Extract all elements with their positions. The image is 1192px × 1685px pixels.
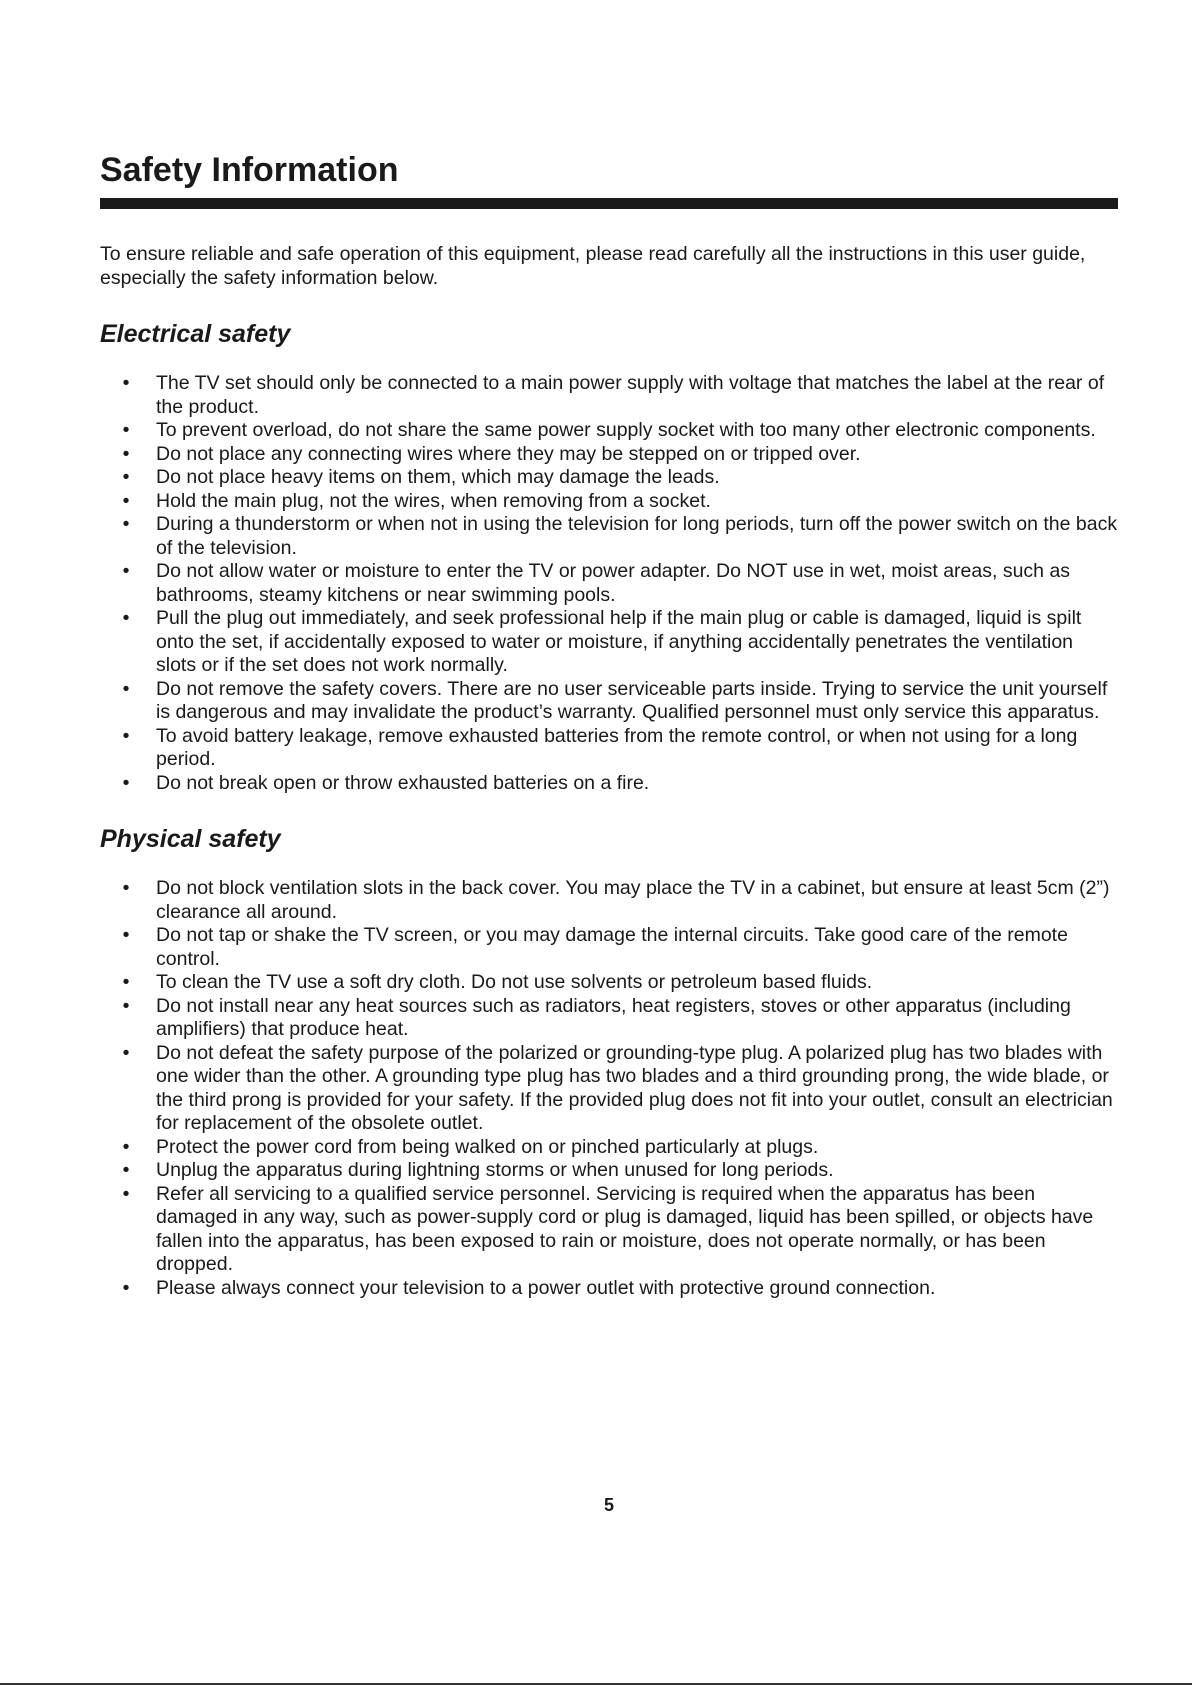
bullet-icon: • [122,442,130,465]
list-item [100,513,1118,560]
list-item-text: Do not place any connecting wires where they may be stepped on or tripped over. [156,442,861,465]
list-item [100,1136,1118,1160]
list-item-text: To clean the TV use a soft dry cloth. Do not use solvents or petroleum based fluids. [156,971,873,993]
bullet-icon: • [122,1182,130,1205]
bullet-icon: • [122,771,130,794]
electrical-safety-list [100,372,1118,795]
list-item [100,607,1118,678]
list-item [100,560,1118,607]
list-item [100,725,1118,772]
bullet-icon: • [122,971,130,993]
electrical-safety-heading: Electrical safety [100,320,291,348]
bullet-icon: • [122,372,130,394]
list-item-text: Do not tap or shake the TV screen, or you may damage the internal circuits. Take good care of the remote control. [156,924,1068,970]
list-item-text: Do not allow water or moisture to enter the TV or power adapter. Do NOT use in wet, moist areas, such as bathrooms, steamy kitchens or near swimming pools. [156,560,1071,606]
list-item [100,995,1118,1042]
list-item [100,372,1118,419]
list-item-text: To prevent overload, do not share the same power supply socket with too many other electronic components. [156,419,1096,441]
list-item-text: Do not install near any heat sources such as radiators, heat registers, stoves or other apparatus (including amplifiers) that produce heat. [156,994,1071,1040]
list-item-text: Protect the power cord from being walked on or pinched particularly at plugs. [156,1135,819,1158]
bullet-icon: • [122,560,130,582]
list-item-text: The TV set should only be connected to a main power supply with voltage that matches the label at the rear of the product. [156,372,1105,418]
list-item [100,466,1118,490]
list-item-text: Do not block ventilation slots in the back cover. You may place the TV in a cabinet, but ensure at least 5cm (2”) clearance all around. [156,877,1110,923]
bullet-icon: • [122,466,130,488]
list-item-text: Do not remove the safety covers. There are no user serviceable parts inside. Trying to service the unit yourself is dangerous and may invalidate the product’s warranty. Qualified personnel must only service this apparatus. [156,677,1108,723]
bullet-icon: • [122,1159,130,1181]
list-item-text: To avoid battery leakage, remove exhausted batteries from the remote control, or when not using for a long period. [156,724,1078,770]
list-item-text: Pull the plug out immediately, and seek professional help if the main plug or cable is damaged, liquid is spilt onto the set, if accidentally exposed to water or moisture, if anything accidentally penetrates the ventilation slots or if the set does not work normally. [156,607,1082,676]
list-item [100,924,1118,971]
list-item [100,1183,1118,1277]
list-item-text: Do not defeat the safety purpose of the polarized or grounding-type plug. A polarized plug has two blades with one wider than the other. A grounding type plug has two blades and a third grounding prong, the wide blade, or the third prong is provided for your safety. If the provided plug does not fit into your outlet, consult an electrician for replacement of the obsolete outlet. [156,1041,1113,1134]
bullet-icon: • [122,489,130,512]
bullet-icon: • [122,419,130,441]
list-item [100,877,1118,924]
list-item-text: Please always connect your television to a power outlet with protective ground connection. [156,1276,936,1299]
bullet-icon: • [122,1135,130,1158]
document-page [100,148,1118,1300]
list-item [100,1159,1118,1183]
physical-safety-list [100,877,1118,1300]
bullet-icon: • [122,677,130,700]
list-item-text: During a thunderstorm or when not in using the television for long periods, turn off the power switch on the back of the television. [156,513,1118,559]
bullet-icon: • [122,877,130,899]
list-item [100,490,1118,514]
list-item-text: Unplug the apparatus during lightning storms or when unused for long periods. [156,1159,834,1181]
page-number: 5 [603,1495,614,1515]
physical-safety-heading: Physical safety [100,825,281,853]
list-item [100,419,1118,443]
intro-paragraph: To ensure reliable and safe operation of this equipment, please read carefully all the instructions in this user guide, especially the safety information below. [100,243,1086,289]
list-item [100,772,1118,796]
list-item [100,971,1118,995]
list-item [100,678,1118,725]
bullet-icon: • [122,607,130,629]
list-item-text: Do not break open or throw exhausted batteries on a fire. [156,771,650,794]
bullet-icon: • [122,724,130,747]
bullet-icon: • [122,924,130,946]
bullet-icon: • [122,1041,130,1064]
bullet-icon: • [122,994,130,1017]
bullet-icon: • [122,1276,130,1299]
page-title: Safety Information [100,151,399,189]
list-item-text: Hold the main plug, not the wires, when removing from a socket. [156,489,711,512]
bullet-icon: • [122,513,130,535]
title-divider [100,198,1118,209]
list-item-text: Refer all servicing to a qualified service personnel. Servicing is required when the apparatus has been damaged in any way, such as power-supply cord or plug is damaged, liquid has been spilled, or objects have fallen into the apparatus, has been exposed to rain or moisture, does not operate normally, or has been dropped. [156,1182,1094,1275]
list-item [100,1277,1118,1301]
list-item-text: Do not place heavy items on them, which may damage the leads. [156,466,720,488]
list-item [100,1042,1118,1136]
list-item [100,443,1118,467]
